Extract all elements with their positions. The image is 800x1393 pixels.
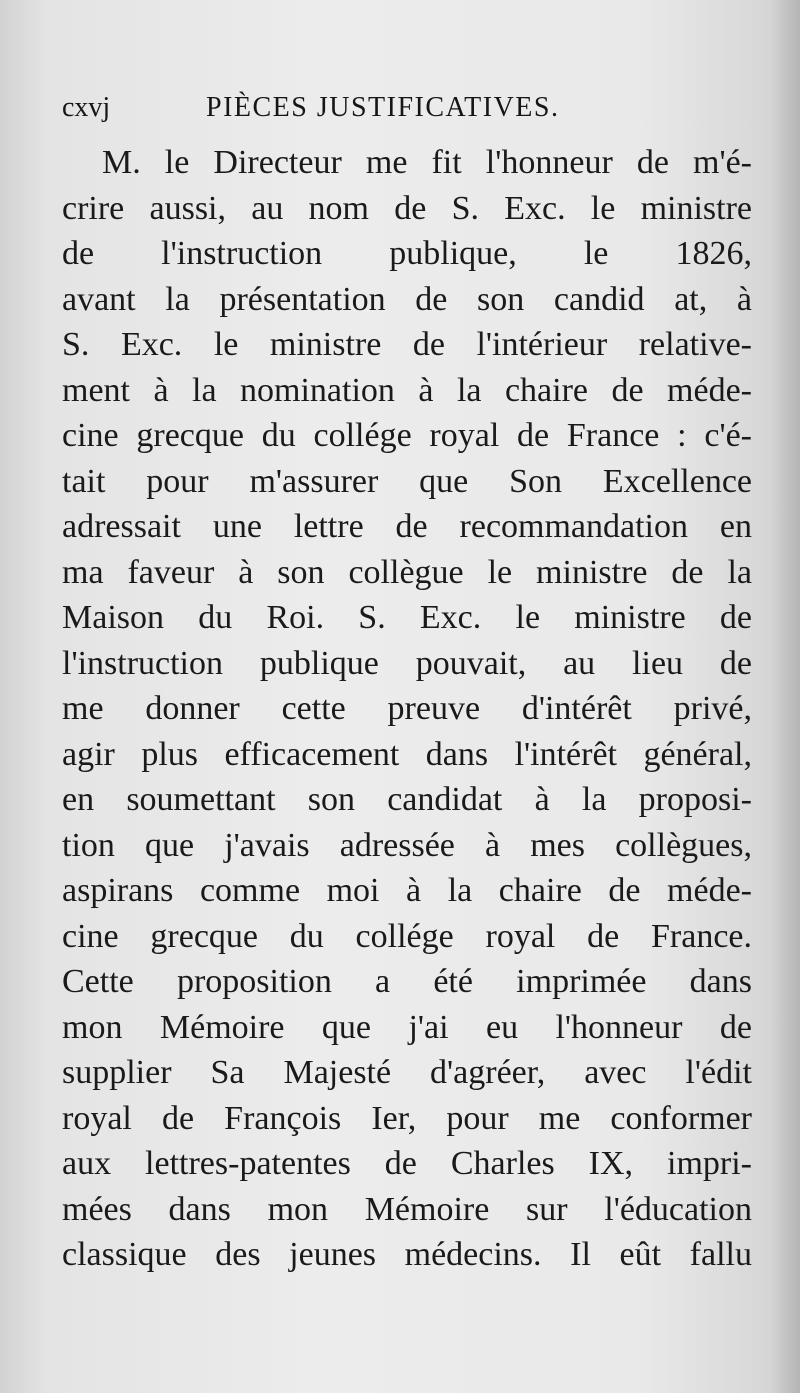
- text-line: ment à la nomination à la chaire de méde-: [62, 371, 752, 409]
- text-line: l'instruction publique pouvait, au lieu de: [62, 644, 752, 682]
- text-line: supplier Sa Majesté d'agréer, avec l'édit: [62, 1054, 752, 1091]
- page-header: [62, 92, 762, 132]
- text-line: avant la présentation de son candid at, à: [62, 280, 752, 318]
- text-line: cine grecque du collége royal de France : c'é-: [62, 417, 752, 454]
- text-line: adressait une lettre de recommandation en: [62, 508, 752, 545]
- text-line: de l'instruction publique, le 1826,: [62, 235, 752, 272]
- text-line: mon Mémoire que j'ai eu l'honneur de: [62, 1008, 752, 1046]
- text-line: aux lettres-patentes de Charles IX, impri-: [62, 1145, 752, 1182]
- running-title: PIÈCES JUSTIFICATIVES.: [206, 92, 560, 123]
- text-line: S. Exc. le ministre de l'intérieur relative-: [62, 326, 752, 363]
- text-line: cine grecque du collége royal de France.: [62, 917, 752, 955]
- body-text: [62, 140, 752, 1278]
- text-line: ma faveur à son collègue le ministre de la: [62, 553, 752, 591]
- text-line: classique des jeunes médecins. Il eût fallu: [62, 1236, 752, 1273]
- text-line: agir plus efficacement dans l'intérêt général,: [62, 735, 752, 773]
- page-number: cxvj: [62, 92, 111, 123]
- text-line: tait pour m'assurer que Son Excellence: [62, 462, 752, 500]
- text-line: tion que j'avais adressée à mes collègues,: [62, 826, 752, 864]
- text-line: Maison du Roi. S. Exc. le ministre de: [62, 599, 752, 636]
- text-line: en soumettant son candidat à la proposi-: [62, 781, 752, 818]
- text-line: mées dans mon Mémoire sur l'éducation: [62, 1190, 752, 1228]
- text-line: crire aussi, au nom de S. Exc. le ministre: [62, 189, 752, 227]
- text-line: aspirans comme moi à la chaire de méde-: [62, 872, 752, 909]
- text-line: me donner cette preuve d'intérêt privé,: [62, 690, 752, 727]
- text-line: Cette proposition a été imprimée dans: [62, 963, 752, 1000]
- text-line: M. le Directeur me fit l'honneur de m'é-: [102, 144, 752, 181]
- text-line: royal de François Ier, pour me conformer: [62, 1099, 752, 1137]
